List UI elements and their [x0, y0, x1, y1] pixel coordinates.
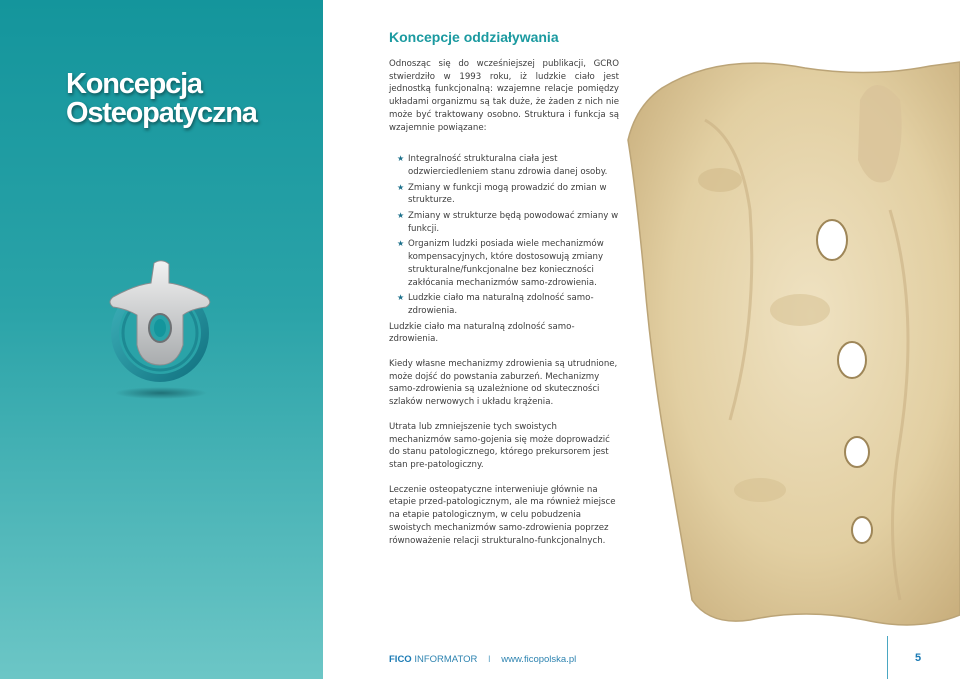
bullet-list	[389, 153, 619, 317]
list-item: ★ Integralność strukturalna ciała jest odzwierciedleniem stanu zdrowia danej osoby.	[397, 154, 608, 177]
footer-separator: I	[487, 654, 491, 665]
star-icon: ★	[397, 154, 405, 164]
list-item: ★ Ludzkie ciało ma naturalną zdolność samo-zdrowienia.	[397, 293, 594, 316]
paragraph: Utrata lub zmniejszenie tych swoistych mechanizmów samo-gojenia się może doprowadzić do stanu patologicznego, którego prekursorem jest stan pre-patologiczny.	[389, 421, 610, 470]
star-icon: ★	[397, 239, 405, 249]
article-heading: Koncepcje oddziaływania	[389, 29, 559, 45]
footer-publication: INFORMATOR	[414, 654, 478, 665]
article-content	[389, 29, 619, 559]
star-icon: ★	[397, 293, 405, 303]
paragraph: Leczenie osteopatyczne interweniuje głównie na etapie przed-patologicznym, ale ma również miejsce na etapie patologicznym, w celu pobudzenia swoistych mechanizmów samo-zdrowienia poprzez równoważenie relacji strukturalno-funkcjonalnych.	[389, 484, 616, 546]
list-item: ★ Organizm ludzki posiada wiele mechanizmów kompensacyjnych, które dostosowują zmiany strukturalne/funkcjonalne bez konieczności zakłócania mechanizmów samo-zdrowienia.	[397, 239, 604, 288]
intro-paragraph: Odnosząc się do wcześniejszej publikacji, GCRO stwierdziło w 1993 roku, iż ludzkie ciało jest jednostką funkcjonalną: wzajemne relacje pomiędzy układami organizmu są tak duże, że żaden z nich nie może być traktowany osobno. Struktura i funkcja są wzajemnie powiązane:	[389, 59, 619, 133]
section-title	[66, 70, 257, 128]
sacrum-bone-image	[600, 60, 960, 640]
footer-url[interactable]: www.ficopolska.pl	[501, 654, 577, 665]
left-panel	[0, 0, 323, 679]
footer	[389, 654, 576, 665]
section-title-line2: Osteopatyczna	[66, 97, 257, 129]
footer-divider	[887, 636, 888, 679]
footer-brand: FICO	[389, 654, 412, 665]
list-item: ★ Zmiany w strukturze będą powodować zmiany w funkcji.	[397, 211, 619, 234]
section-title-line1: Koncepcja	[66, 68, 202, 100]
vertebra-logo-icon	[103, 255, 223, 405]
page-number: 5	[915, 652, 922, 664]
star-icon: ★	[397, 211, 405, 221]
list-item: ★ Zmiany w funkcji mogą prowadzić do zmian w strukturze.	[397, 182, 607, 206]
paragraph: Ludzkie ciało ma naturalną zdolność samo-zdrowienia.	[389, 321, 575, 345]
paragraph: Kiedy własne mechanizmy zdrowienia są utrudnione, może dojść do powstania zaburzeń. Mechanizmy samo-zdrowienia są uzależnione od skuteczności szlaków nerwowych i układu krążenia.	[389, 359, 618, 408]
star-icon: ★	[397, 182, 405, 192]
